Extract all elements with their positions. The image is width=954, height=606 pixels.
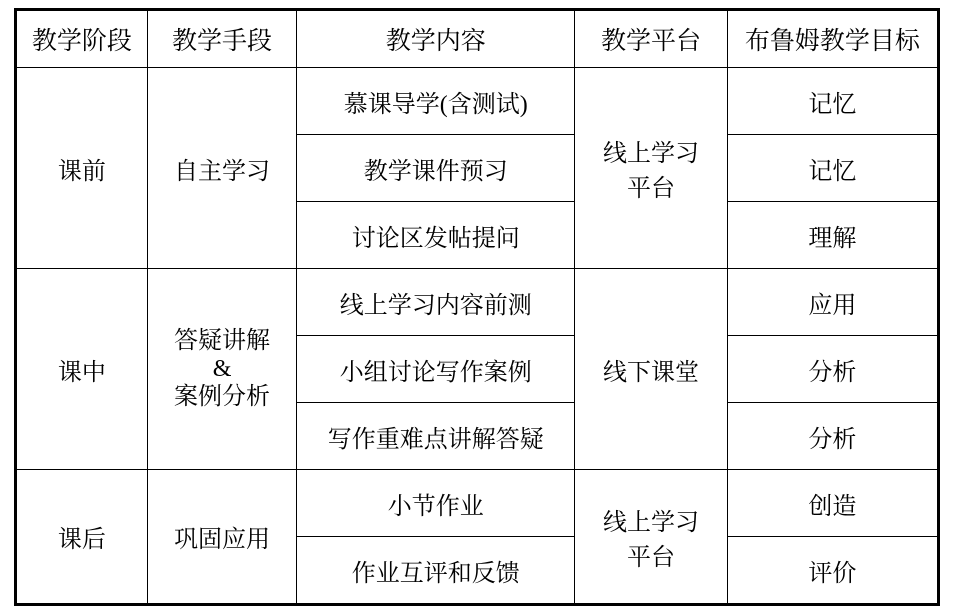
- cell-platform-during: 线下课堂: [575, 269, 727, 470]
- cell-stage-pre: 课前: [16, 68, 148, 269]
- cell-method-post: 巩固应用: [147, 470, 296, 605]
- cell-goal: 创造: [727, 470, 938, 537]
- table-header-row: [16, 10, 939, 68]
- cell-method-during: 答疑讲解 & 案例分析: [147, 269, 296, 470]
- cell-content: 写作重难点讲解答疑: [297, 403, 575, 470]
- cell-content: 慕课导学(含测试): [297, 68, 575, 135]
- header-cell-goal: 布鲁姆教学目标: [727, 10, 938, 68]
- cell-platform-pre: 线上学习 平台: [575, 68, 727, 269]
- table-row: [16, 470, 939, 537]
- cell-goal: 记忆: [727, 135, 938, 202]
- cell-method-pre: 自主学习: [147, 68, 296, 269]
- cell-stage-post: 课后: [16, 470, 148, 605]
- cell-stage-during: 课中: [16, 269, 148, 470]
- cell-goal: 分析: [727, 336, 938, 403]
- cell-platform-post: 线上学习 平台: [575, 470, 727, 605]
- cell-goal: 记忆: [727, 68, 938, 135]
- header-cell-content: 教学内容: [297, 10, 575, 68]
- cell-content: 小组讨论写作案例: [297, 336, 575, 403]
- table-row: [16, 68, 939, 135]
- header-cell-stage: 教学阶段: [16, 10, 148, 68]
- header-cell-method: 教学手段: [147, 10, 296, 68]
- cell-content: 小节作业: [297, 470, 575, 537]
- cell-content: 作业互评和反馈: [297, 537, 575, 605]
- cell-goal: 评价: [727, 537, 938, 605]
- lesson-design-table: [14, 8, 940, 606]
- cell-goal: 分析: [727, 403, 938, 470]
- cell-content: 讨论区发帖提问: [297, 202, 575, 269]
- cell-content: 线上学习内容前测: [297, 269, 575, 336]
- cell-goal: 应用: [727, 269, 938, 336]
- header-cell-platform: 教学平台: [575, 10, 727, 68]
- cell-content: 教学课件预习: [297, 135, 575, 202]
- table-row: [16, 269, 939, 336]
- cell-goal: 理解: [727, 202, 938, 269]
